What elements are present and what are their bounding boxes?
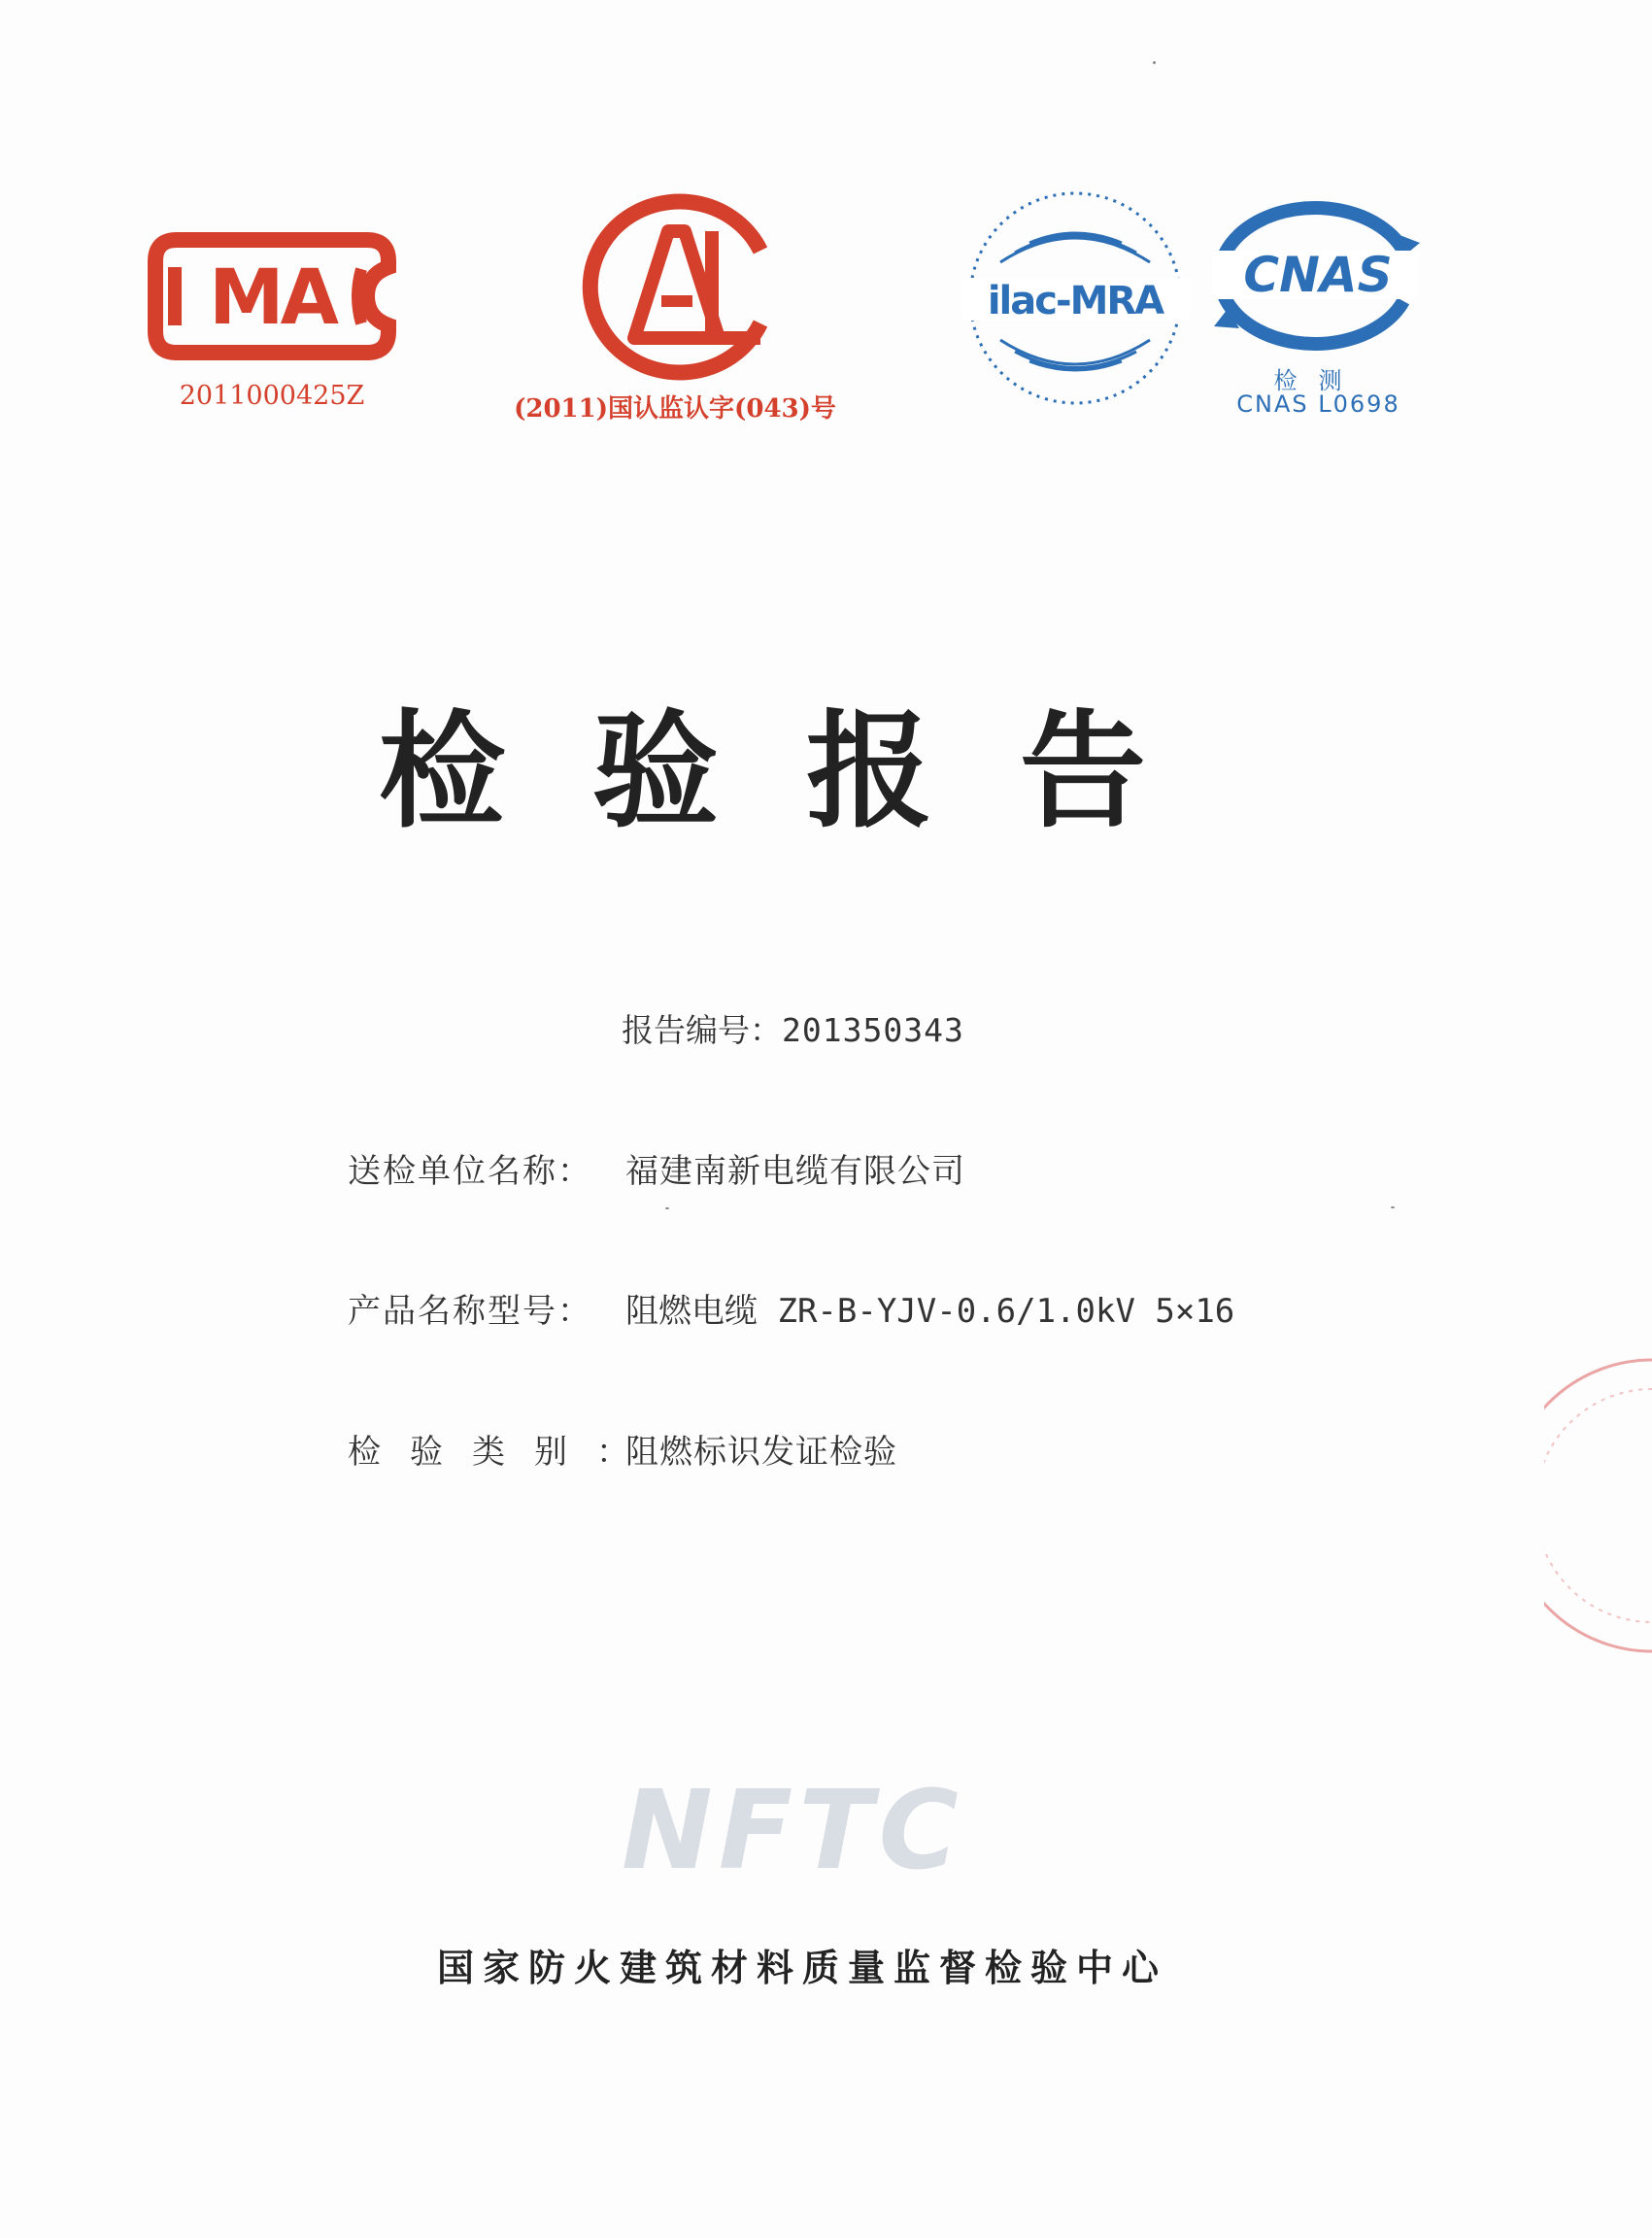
field-submitting-unit — [348, 1144, 965, 1192]
field-label: 检验类别： — [348, 1433, 658, 1472]
seal-stamp-fragment — [1544, 1350, 1652, 1671]
field-inspection-type — [348, 1425, 897, 1473]
ilac-mra-logo — [961, 185, 1190, 413]
page-title: 检验报告 — [378, 697, 1233, 845]
cal-certificate-number: (2011)国认监认字(043)号 — [514, 394, 836, 424]
cal-logo — [566, 192, 785, 382]
field-value: 福建南新电缆有限公司 — [625, 1152, 965, 1191]
cnas-accreditation-code: CNAS L0698 — [1236, 390, 1400, 418]
field-value: 阻燃标识发证检验 — [625, 1433, 897, 1472]
report-number — [622, 1005, 964, 1051]
field-product-model — [348, 1284, 1234, 1332]
field-value: 阻燃电缆 ZR-B-YJV-0.6/1.0kV 5×16 — [625, 1292, 1235, 1331]
cnas-logo — [1204, 194, 1433, 355]
report-number-value: 201350343 — [782, 1011, 964, 1049]
issuing-center: 国家防火建筑材料质量监督检验中心 — [437, 1947, 1168, 1989]
cma-logo — [146, 228, 398, 364]
nftc-watermark: NFTC — [622, 1768, 964, 1894]
report-number-label: 报告编号： — [622, 1011, 782, 1049]
cma-certificate-number: 2011000425Z — [179, 381, 365, 411]
ilac-mra-wordmark: ilac-MRA — [987, 279, 1163, 323]
scan-speck — [665, 1207, 669, 1209]
cnas-subtitle: 检测 — [1273, 367, 1364, 394]
scan-speck — [1391, 1206, 1395, 1208]
cnas-wordmark: CNAS — [1243, 247, 1393, 303]
field-label: 产品名称型号： — [348, 1292, 592, 1331]
svg-text:MA: MA — [209, 254, 335, 342]
scan-speck — [1153, 61, 1156, 64]
field-label: 送检单位名称： — [348, 1152, 592, 1191]
